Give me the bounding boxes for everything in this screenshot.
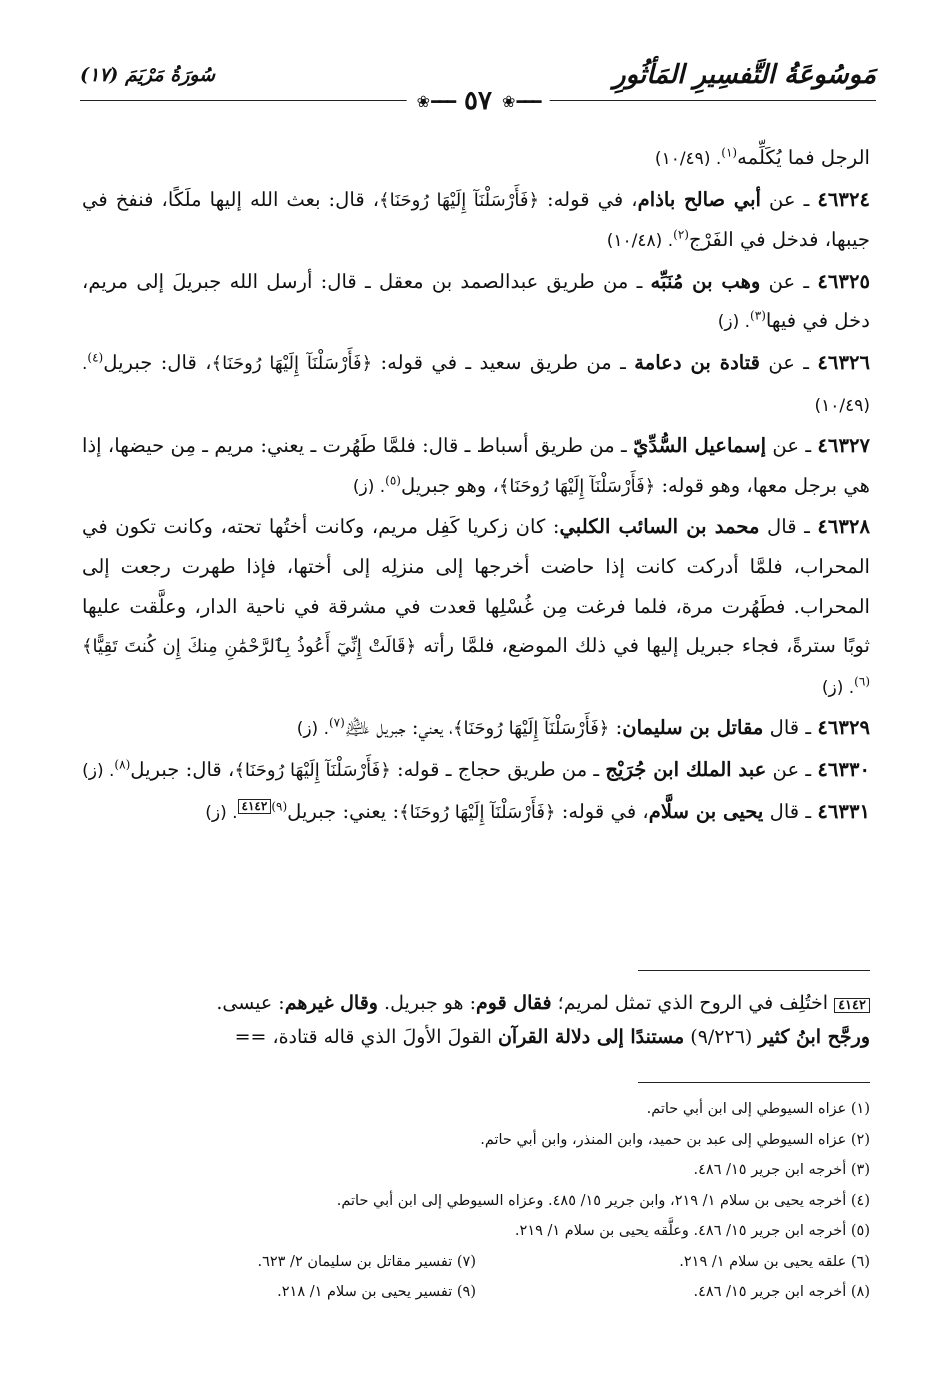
book-title: مَوسُوعَةُ التَّفسِيرِ المَأثُورِ: [613, 60, 876, 90]
entry-46328: [82, 507, 870, 708]
footnote-marker: (٤): [87, 350, 104, 365]
narrator-name: قتادة بن دعامة: [634, 350, 761, 374]
entry-text: ـ من طريق أسباط ـ قال: فلمَّا طَهُرت ـ يعني: مريم ـ مِن حيضها، إذا هي برجل معها، وهو قوله:: [82, 434, 870, 497]
entry-number: ٤٦٣٢٨: [817, 515, 870, 539]
ornament-right-icon: ❀ ━━━: [501, 91, 540, 111]
entry-number: ٤٦٣٢٩: [817, 716, 870, 740]
volume-ref: . (ز): [821, 677, 855, 698]
entry-text: ، في قوله:: [555, 799, 649, 823]
commentary-bold: فقال قوم: [476, 992, 552, 1014]
commentary-number-box: ٤١٤٢: [834, 998, 870, 1013]
quran-quote: ﴿فَأَرْسَلْنَآ إِلَيْهَا رُوحَنَا﴾: [379, 189, 540, 211]
entry-46324: [82, 180, 870, 262]
entry-46331: [82, 792, 870, 834]
commentary-separator: [638, 970, 870, 971]
narrator-name: أبي صالح باذام: [637, 187, 761, 211]
footnote-marker: (٣): [750, 308, 766, 323]
footnote: (١) عزاه السيوطي إلى ابن أبي حاتم.: [646, 1101, 870, 1117]
entry-46327: [82, 426, 870, 507]
page-header: [80, 58, 876, 118]
entry-text: ، قال: جبريل: [103, 350, 212, 374]
quran-quote: ﴿فَأَرْسَلْنَآ إِلَيْهَا رُوحَنَا﴾: [498, 475, 656, 497]
entry-46325: [82, 262, 870, 343]
narrator-name: يحيى بن سلَّام: [648, 799, 764, 823]
entry-text: ـ عن: [761, 187, 818, 211]
footnote: (٩) تفسير يحيى بن سلام ١/ ٢١٨.: [277, 1284, 476, 1300]
commentary-text: اختُلِف في الروح الذي تمثل لمريم؛: [551, 992, 835, 1014]
page-number-box: [407, 86, 550, 116]
quran-quote: ﴿فَأَرْسَلْنَآ إِلَيْهَا رُوحَنَا﴾: [452, 718, 610, 740]
footnote: (٦) علقه يحيى بن سلام ١/ ٢١٩.: [679, 1253, 870, 1270]
entry-text: ـ قال: [763, 799, 818, 823]
entry-46326: [82, 343, 870, 426]
footnote-marker: (٧): [328, 715, 345, 730]
entry-text: ـ عن: [760, 350, 818, 374]
entry-continuation: [82, 138, 870, 180]
volume-ref: . (ز): [296, 719, 329, 740]
surah-name: سُورَةُ مَرْيَمَ (١٧): [80, 64, 216, 86]
entry-number: ٤٦٣٣١: [817, 799, 870, 823]
footnotes-separator: [638, 1082, 870, 1083]
footnote: (٧) تفسير مقاتل بن سليمان ٢/ ٦٢٣.: [257, 1253, 476, 1270]
volume-ref: . (ز): [352, 476, 386, 497]
entry-text: ـ من طريق عبدالصمد بن معقل ـ قال: أرسل الله جبريلَ إلى مريم، دخل في فيها: [82, 269, 870, 333]
commentary-bold: وقال غيرهم: [284, 992, 378, 1014]
volume-ref: . (١٠/٤٩): [82, 353, 870, 416]
quran-quote: ﴿فَأَرْسَلْنَآ إِلَيْهَا رُوحَنَا﴾: [234, 759, 391, 781]
volume-ref: . (ز): [82, 760, 115, 781]
page-number: ٥٧: [464, 86, 492, 116]
entry-text: ـ عن: [766, 434, 818, 458]
commentary-text: القولَ الأولَ الذي قاله قتادة، ==: [234, 1026, 498, 1048]
footnote-marker: (٨): [114, 757, 131, 772]
narrator-name: مقاتل بن سليمان: [622, 716, 764, 740]
commentary-text: (٩/٢٢٦): [684, 1026, 759, 1048]
entry-text: ـ من طريق سعيد ـ في قوله:: [372, 350, 635, 374]
quran-quote: ﴿فَأَرْسَلْنَآ إِلَيْهَا رُوحَنَا﴾: [399, 801, 556, 823]
narrator-name: وهب بن مُنَبِّه: [650, 269, 761, 293]
quran-quote: ﴿فَأَرْسَلْنَآ إِلَيْهَا رُوحَنَا﴾: [211, 352, 373, 374]
footnote-marker: (٩): [271, 798, 288, 813]
entry-text: ، قال: بعث الله إليها ملَكًا، فنفخ في جيبها، فدخل في الفَرْج: [82, 187, 870, 252]
footnote: (٢) عزاه السيوطي إلى عبد بن حميد، وابن المنذر، وابن أبي حاتم.: [480, 1131, 870, 1148]
commentary-text: : هو جبريل.: [377, 992, 477, 1014]
entry-number: ٤٦٣٣٠: [817, 757, 870, 781]
entry-text: : يعني: جبريل: [287, 799, 400, 823]
main-text: [82, 138, 870, 833]
entry-46329: [82, 708, 870, 750]
entry-text: ، وهو جبريل: [400, 473, 499, 497]
entry-text: ـ عن: [760, 269, 818, 293]
footnote: (٤) أخرجه يحيى بن سلام ١/ ٢١٩، وابن جرير ١٥/ ٤٨٥. وعزاه السيوطي إلى ابن أبي حاتم.: [336, 1192, 870, 1209]
narrator-name: محمد بن السائب الكلبي: [559, 515, 760, 539]
entry-text: ، قال: جبريل: [130, 757, 235, 781]
footnote: (٣) أخرجه ابن جرير ١٥/ ٤٨٦.: [693, 1162, 870, 1178]
entry-text: ـ عن: [766, 757, 818, 781]
entry-text: ، في قوله:: [539, 187, 638, 211]
entry-text: : كان زكريا كَفِل مريم، وكانت أختُها تحته، وكانت تكون في المحراب، فلمَّا أدركت كانت إذا حاضت أخرجها إلى منزلِه إلى أختها، فإذا طهرت رجعت إلى المحراب. فطَهُرت مرة، فلما فرغت مِن غُسْلِها قعدت في مشرقة في ناحية الدار، وعلَّقت عليها ثوبًا سترةً، فجاء جبريل إليها في ذلك الموضع، فلمَّا رأته: [82, 515, 871, 658]
footnote-marker: (٢): [673, 227, 689, 242]
narrator-name: عبد الملك ابن جُرَيْج: [605, 757, 767, 781]
ornament-left-icon: ❀ ━━━: [416, 91, 455, 111]
footnote: (٥) أخرجه ابن جرير ١٥/ ٤٨٦. وعلَّقه يحيى بن سلام ١/ ٢١٩.: [514, 1223, 870, 1239]
entry-text: :: [609, 716, 623, 740]
footnote-marker: (٦): [854, 674, 870, 689]
entry-46330: [82, 750, 870, 792]
footnote-marker: (١): [721, 145, 738, 160]
narrator-name: إسماعيل السُّدِّيّ: [633, 434, 767, 458]
footnote-row: [82, 1277, 870, 1308]
volume-ref: . (١٠/٤٨): [606, 231, 674, 252]
commentary-bold: ورجَّح ابنُ كثير: [758, 1026, 870, 1048]
entry-number: ٤٦٣٢٤: [817, 187, 870, 211]
footnotes: [82, 1094, 870, 1308]
commentary-text: : عيسى.: [216, 992, 285, 1014]
footnote-marker: (٥): [385, 473, 401, 488]
entry-text: ـ قال: [763, 716, 818, 740]
entry-number: ٤٦٣٢٧: [817, 434, 871, 458]
entry-text: ـ من طريق حجاج ـ قوله:: [390, 757, 606, 781]
footnote-row: [82, 1247, 870, 1278]
entry-text: ، يعني: جبريل ﵇: [344, 716, 453, 740]
volume-ref: . (ز): [717, 312, 751, 333]
entry-text: ـ قال: [759, 515, 818, 539]
entry-number: ٤٦٣٢٦: [817, 350, 871, 374]
commentary-bold: مستندًا إلى دلالة القرآن: [497, 1026, 685, 1048]
quran-quote: ﴿قَالَتْ إِنِّيٓ أَعُوذُ بِٱلرَّحْمَٰنِ مِنكَ إِن كُنتَ تَقِيًّا﴾: [82, 636, 417, 658]
entry-text: الرجل فما يُكَلِّمه: [737, 146, 870, 169]
volume-ref: . (١٠/٤٩): [654, 149, 722, 169]
entry-number: ٤٦٣٢٥: [817, 269, 870, 293]
volume-ref: . (ز): [205, 802, 238, 823]
commentary-block: [82, 986, 870, 1054]
footnote: (٨) أخرجه ابن جرير ١٥/ ٤٨٦.: [693, 1284, 870, 1300]
commentary-ref-box: ٤١٤٢: [238, 799, 272, 814]
